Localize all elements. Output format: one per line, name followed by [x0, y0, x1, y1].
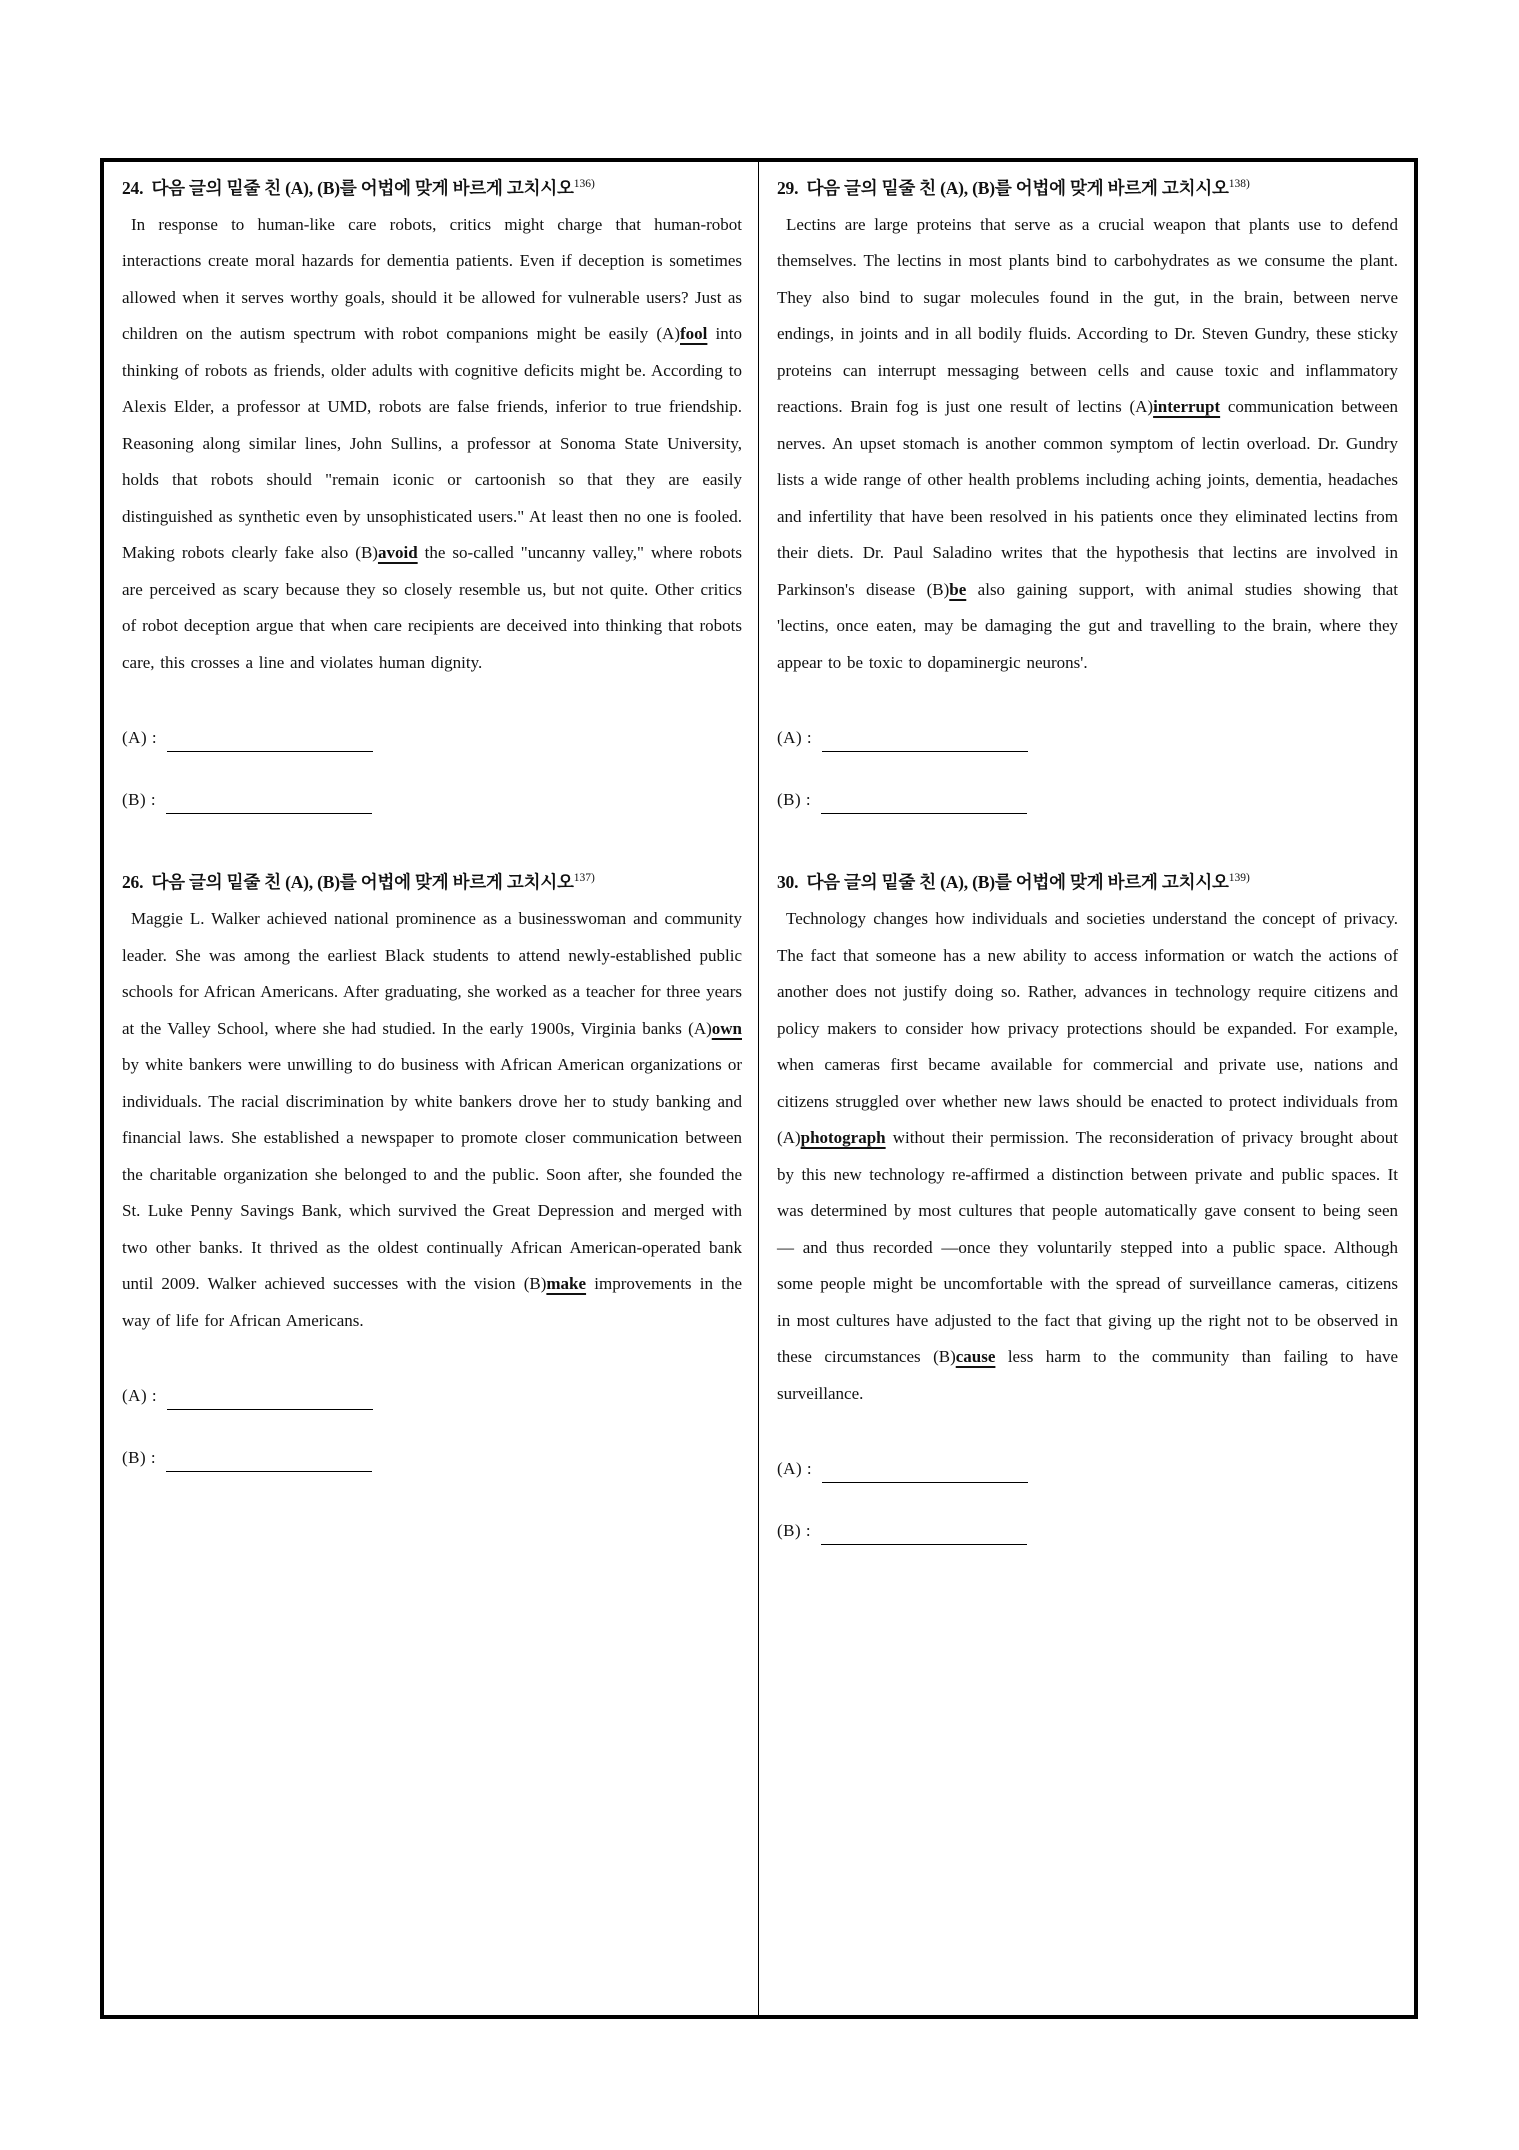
question-30 [777, 865, 1398, 1550]
answer-row-a [122, 725, 742, 757]
answer-row-b [777, 1518, 1398, 1550]
question-header [777, 171, 1398, 202]
answer-blank-b [821, 791, 1027, 814]
marker-b: (B) [355, 543, 378, 563]
passage-segment-pre-a: In response to human-like care robots, critics might charge that human-robot interactions create moral hazards for dementia patients. Even if deception is sometimes allowed when it serves worthy goals, should it be allowed for vulnerable users? Just as children on the autism spectrum with robot companions might be easily [122, 214, 742, 344]
underlined-word-b: be [949, 579, 967, 599]
answer-blank-b [821, 1522, 1027, 1545]
answer-label-b: (B) : [122, 1448, 157, 1468]
answer-blank-a [822, 729, 1028, 752]
question-title-korean: 다음 글의 밑줄 친 (A), (B)를 어법에 맞게 바르게 고치시오 [806, 177, 1229, 198]
question-number: 29. [777, 177, 799, 198]
question-title-korean: 다음 글의 밑줄 친 (A), (B)를 어법에 맞게 바르게 고치시오 [151, 872, 574, 893]
passage-segment-mid: by white bankers were unwilling to do business with African American organizations or individuals. The racial discrimination by white bankers drove her to study banking and financial laws. She established a newspaper to promote closer communication between the charitable organization she belonged to and the public. Soon after, she founded the St. Luke Penny Savings Bank, which survived the Great Depression and merged with two other banks. It thrived as the oldest continually African American-operated bank until 2009. Walker achieved successes with the vision [122, 1055, 742, 1294]
marker-a: (A) [688, 1018, 712, 1038]
marker-b: (B) [933, 1347, 956, 1367]
answer-row-b [122, 1445, 742, 1477]
answer-blank-a [167, 729, 373, 752]
answer-row-a [122, 1383, 742, 1415]
answer-blank-a [167, 1387, 373, 1410]
answer-label-a: (A) : [777, 728, 813, 748]
question-title-korean: 다음 글의 밑줄 친 (A), (B)를 어법에 맞게 바르게 고치시오 [806, 872, 1229, 893]
passage-segment-post: the so-called "uncanny valley," where robots are perceived as scary because they so closely resemble us, but not quite. Other critics of robot deception argue that when care recipients are deceived into thinking that robots care, this crosses a line and violates human dignity. [122, 543, 742, 672]
question-header [122, 171, 742, 202]
underlined-word-a: own [711, 1018, 742, 1038]
answer-blank-b [166, 791, 372, 814]
passage-text [122, 901, 742, 1339]
footnote-marker: 139) [1228, 872, 1250, 885]
answer-label-a: (A) : [777, 1459, 813, 1479]
question-number: 26. [122, 872, 144, 893]
underlined-word-b: make [546, 1274, 587, 1294]
answer-row-b [777, 787, 1398, 819]
answer-row-a [777, 725, 1398, 757]
question-number: 30. [777, 872, 799, 893]
passage-segment-post: less harm to the community than failing to have surveillance. [777, 1347, 1398, 1403]
marker-b: (B) [926, 579, 950, 599]
answer-label-b: (B) : [777, 1521, 812, 1541]
passage-segment-pre-a: Lectins are large proteins that serve as a crucial weapon that plants use to defend themselves. The lectins in most plants bind to carbohydrates as we consume the plant. They also bind to sugar molecules found in the gut, in the brain, between nerve endings, in joints and in all bodily fluids. According to Dr. Steven Gundry, these sticky proteins can interrupt messaging between cells and cause toxic and inflammatory reactions. Brain fog is just one result of lectins [777, 214, 1398, 417]
passage-text [777, 207, 1398, 682]
marker-a: (A) [1129, 397, 1154, 417]
underlined-word-a: fool [680, 324, 708, 344]
marker-b: (B) [523, 1274, 547, 1294]
answer-label-a: (A) : [122, 728, 158, 748]
answer-label-b: (B) : [777, 790, 812, 810]
question-number: 24. [122, 177, 144, 198]
question-title-korean: 다음 글의 밑줄 친 (A), (B)를 어법에 맞게 바르게 고치시오 [151, 177, 574, 198]
passage-text [122, 207, 742, 682]
footnote-marker: 138) [1228, 178, 1250, 190]
right-column [759, 162, 1414, 2015]
answer-label-a: (A) : [122, 1386, 158, 1406]
passage-segment-post: also gaining support, with animal studies showing that 'lectins, once eaten, may be damaging the gut and travelling to the brain, where they appear to be toxic to dopaminergic neurons'. [777, 579, 1398, 672]
exam-sheet-border [100, 158, 1418, 2019]
passage-segment-post: improvements in the way of life for African Americans. [122, 1274, 743, 1330]
question-26 [122, 865, 742, 1477]
passage-segment-pre-a: Technology changes how individuals and societies understand the concept of privacy. The fact that someone has a new ability to access information or watch the actions of another does not justify doing so. Rather, advances in technology require citizens and policy makers to consider how privacy protections should be expanded. For example, when cameras first became available for commercial and private use, nations and citizens struggled over whether new laws should be enacted to protect individuals from [777, 909, 1398, 1111]
answer-blank-a [822, 1460, 1028, 1483]
underlined-word-b: cause [955, 1347, 996, 1367]
underlined-word-a: interrupt [1153, 397, 1221, 417]
passage-text [777, 901, 1398, 1412]
passage-segment-mid: communication between nerves. An upset stomach is another common symptom of lectin overload. Dr. Gundry lists a wide range of other health problems including aching joints, dementia, headaches and infertility that have been resolved in his patients once they eliminated lectins from their diets. Dr. Paul Saladino writes that the hypothesis that lectins are involved in Parkinson's disease [777, 397, 1398, 599]
passage-segment-mid: into thinking of robots as friends, older adults with cognitive deficits might be. According to Alexis Elder, a professor at UMD, robots are false friends, inferior to true friendship. Reasoning along similar lines, John Sullins, a professor at Sonoma State University, holds that robots should "remain iconic or cartoonish so that they are easily distinguished as synthetic even by unsophisticated users." At least then no one is fooled. Making robots clearly fake also [122, 324, 742, 563]
answer-blank-b [166, 1449, 372, 1472]
left-column [104, 162, 759, 2015]
question-24 [122, 171, 742, 819]
question-header [777, 865, 1398, 896]
underlined-word-b: avoid [377, 543, 418, 563]
passage-segment-mid: without their permission. The reconsideration of privacy brought about by this new technology re-affirmed a distinction between private and public spaces. It was determined by most cultures that people automatically gave consent to being seen ― and thus recorded ―once they voluntarily stepped into a public space. Although some people might be uncomfortable with the spread of surveillance cameras, citizens in most cultures have adjusted to the fact that giving up the right not to be observed in these circumstances [777, 1128, 1398, 1367]
answer-row-b [122, 787, 742, 819]
question-29 [777, 171, 1398, 819]
footnote-marker: 136) [573, 178, 595, 190]
footnote-marker: 137) [573, 872, 595, 885]
marker-a: (A) [777, 1128, 801, 1148]
answer-row-a [777, 1456, 1398, 1488]
passage-segment-pre-a: Maggie L. Walker achieved national prominence as a businesswoman and community leader. She was among the earliest Black students to attend newly-established public schools for African Americans. After graduating, she worked as a teacher for three years at the Valley School, where she had studied. In the early 1900s, Virginia banks [122, 909, 742, 1038]
answer-label-b: (B) : [122, 790, 157, 810]
marker-a: (A) [656, 324, 680, 344]
underlined-word-a: photograph [800, 1128, 886, 1148]
question-header [122, 865, 742, 896]
